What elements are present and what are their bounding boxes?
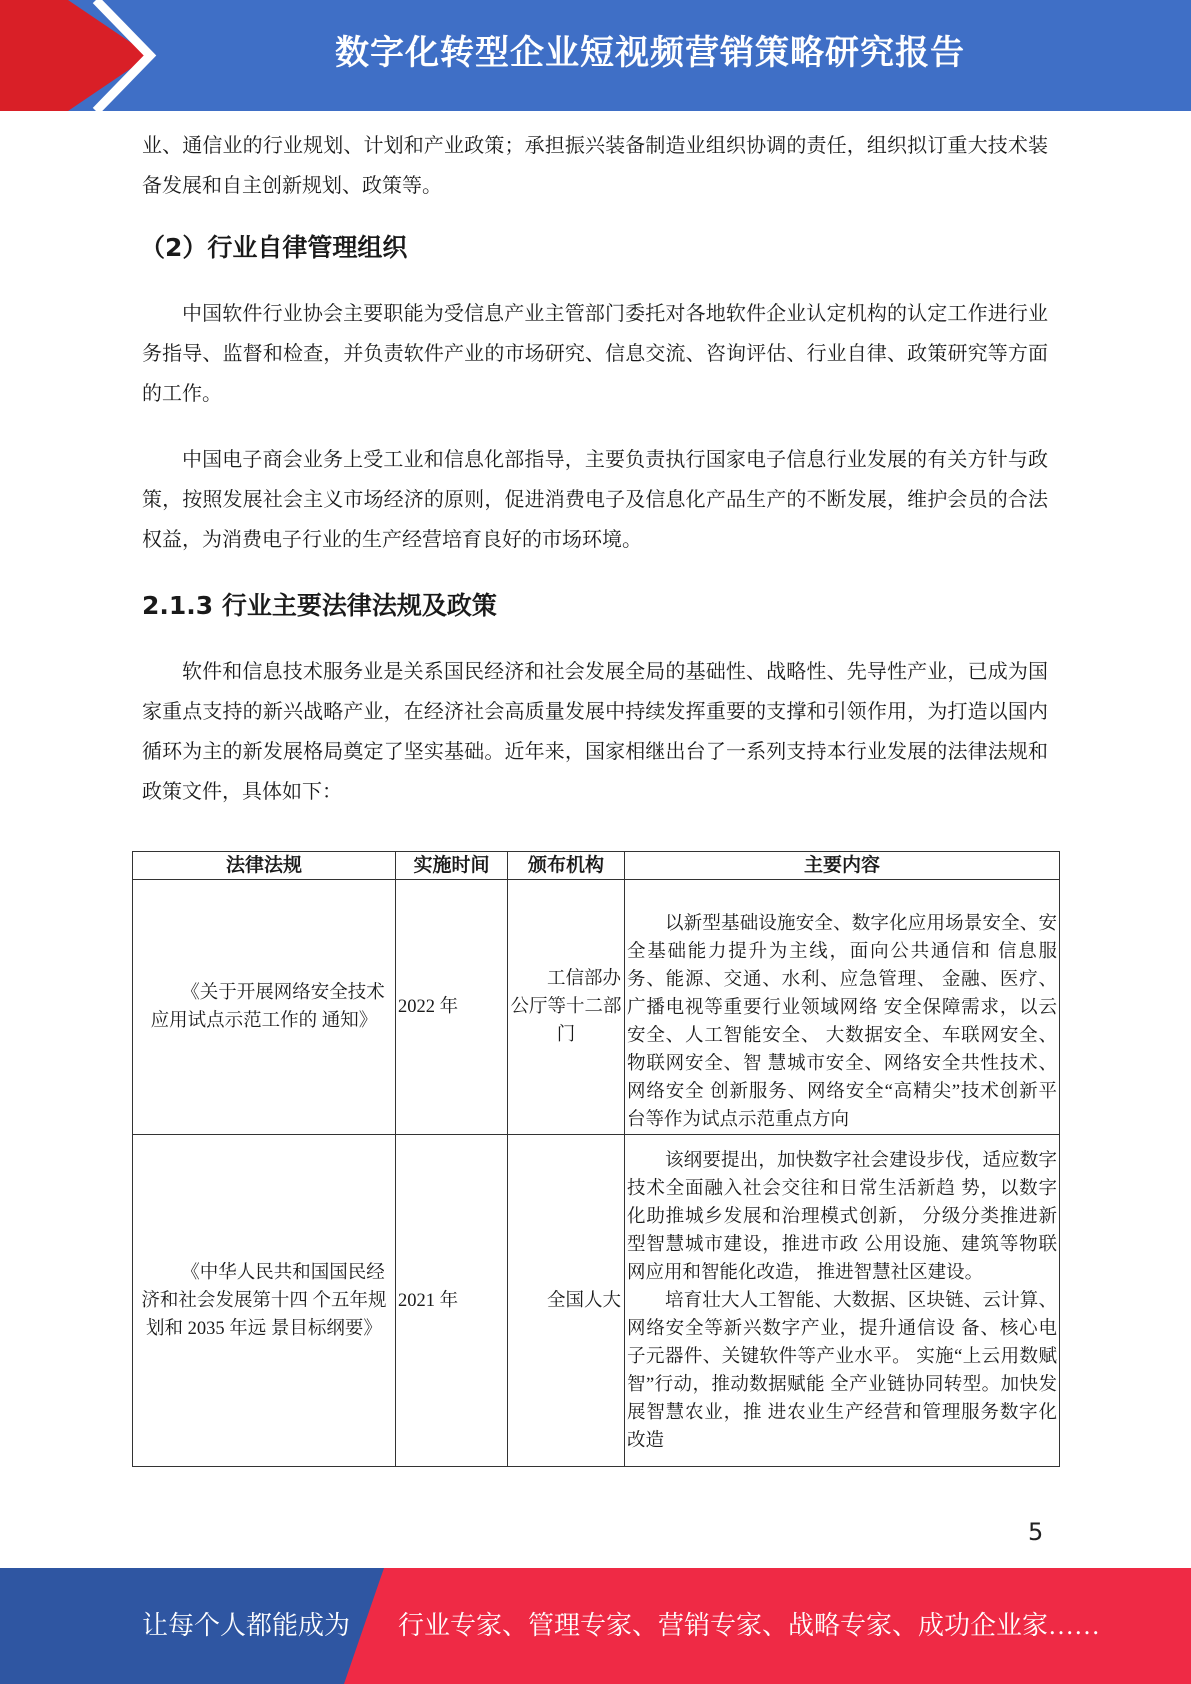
paragraph-continued: 业、通信业的行业规划、计划和产业政策；承担振兴装备制造业组织协调的责任，组织拟订重大技术装备发展和自主创新规划、政策等。 [142,135,1048,197]
page-content [142,126,1048,812]
table-row [133,880,1060,1135]
page-number: 5 [1028,1518,1044,1546]
issuer-cell: 全国人大 [508,1135,625,1467]
year-cell: 2021 年 [396,1135,508,1467]
subheading-self-regulation: （2）行业自律管理组织 [140,233,408,262]
content-paragraph: 该纲要提出，加快数字社会建设步伐，适应数字技术全面融入社会交往和日常生活新趋 势，以数字化助推城乡发展和治理模式创新， 分级分类推进新型智慧城市建设，推进市政 公用设施、建筑等物联网应用和智能化改造， 推进智慧社区建设。 [627,1150,1057,1283]
header-arrow-decoration [0,0,160,111]
report-title: 数字化转型企业短视频营销策略研究报告 [335,33,965,73]
column-header-issuer: 颁布机构 [508,852,625,880]
law-name-cell: 《关于开展网络安全技术应用试点示范工作的 通知》 [133,880,396,1135]
content-paragraph: 以新型基础设施安全、数字化应用场景安全、安全基础能力提升为主线，面向公共通信和 信息服务、能源、交通、水利、应急管理、 金融、医疗、广播电视等重要行业领域网络 安全保障需求，以云安全、人工智能安全、 大数据安全、车联网安全、物联网安全、智 慧城市安全、网络安全共性技术、网络安全 创新服务、网络安全“高精尖”技术创新平 台等作为试点示范重点方向 [627,914,1057,1130]
table-header-row [133,852,1060,880]
footer-slogan-left: 让每个人都能成为 [142,1611,351,1640]
section-heading-laws: 2.1.3 行业主要法律法规及政策 [142,591,497,620]
content-cell [625,1135,1060,1467]
page-footer [0,1568,1191,1684]
issuer-cell: 工信部办 公厅等十二部门 [508,880,625,1135]
paragraph-industry-intro: 软件和信息技术服务业是关系国民经济和社会发展全局的基础性、战略性、先导性产业，已成为国家重点支持的新兴战略产业，在经济社会高质量发展中持续发挥重要的支撑和引领作用，为打造以国内循环为主的新发展格局奠定了坚实基础。近年来，国家相继出台了一系列支持本行业发展的法律法规和政策文件，具体如下： [142,661,1048,803]
law-name-cell: 《中华人民共和国国民经济和社会发展第十四 个五年规划和 2035 年远 景目标纲要》 [133,1135,396,1467]
page-header [0,0,1191,111]
year-cell: 2022 年 [396,880,508,1135]
footer-slogan-right: 行业专家、管理专家、营销专家、战略专家、成功企业家…… [398,1611,1101,1640]
column-header-date: 实施时间 [396,852,508,880]
content-paragraph: 培育壮大人工智能、大数据、区块链、云计算、网络安全等新兴数字产业，提升通信设 备、核心电子元器件、关键软件等产业水平。 实施“上云用数赋智”行动，推动数据赋能 全产业链协同转型。加快发展智慧农业，推 进农业生产经营和管理服务数字化改造 [627,1290,1057,1451]
table-row [133,1135,1060,1467]
column-header-content: 主要内容 [625,852,1060,880]
paragraph-software-association: 中国软件行业协会主要职能为受信息产业主管部门委托对各地软件企业认定机构的认定工作进行业务指导、监督和检查，并负责软件产业的市场研究、信息交流、咨询评估、行业自律、政策研究等方面的工作。 [142,303,1048,405]
paragraph-electronics-chamber: 中国电子商会业务上受工业和信息化部指导，主要负责执行国家电子信息行业发展的有关方针与政策，按照发展社会主义市场经济的原则，促进消费电子及信息化产品生产的不断发展，维护会员的合法权益，为消费电子行业的生产经营培育良好的市场环境。 [142,449,1048,551]
content-cell [625,880,1060,1135]
laws-table [132,851,1060,1467]
column-header-law: 法律法规 [133,852,396,880]
